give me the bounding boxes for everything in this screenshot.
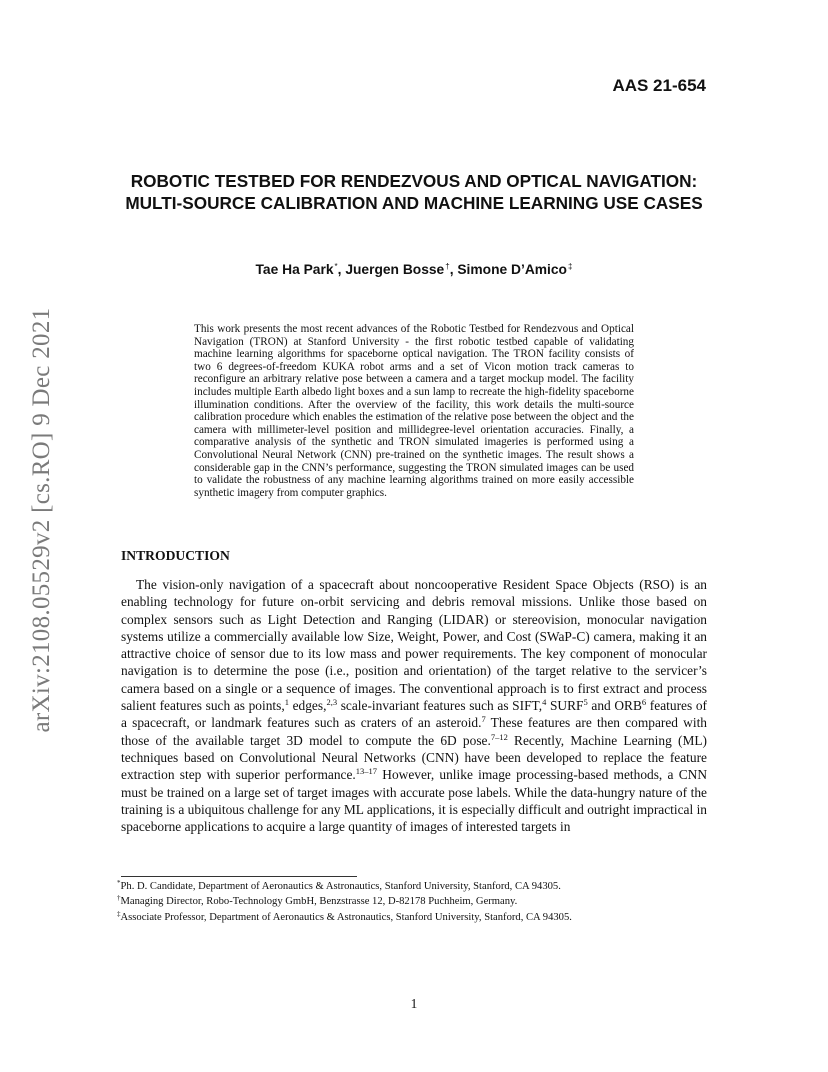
page-number: 1 [410, 996, 418, 1011]
citation-ref: 4 [542, 697, 547, 708]
author-separator: , [337, 262, 346, 277]
citation-ref: 6 [641, 697, 647, 708]
citation-ref: 1 [284, 697, 289, 708]
footnote-3 [117, 910, 717, 925]
author-name: Juergen Bosse [345, 262, 445, 277]
paragraph-text: Recently, Machine Learning (ML) techniques based on Convolutional Neural Networks (CNN) have been developed to replace the feature extraction step with superior performance. [121, 732, 707, 783]
footnote-text: Managing Director, Robo-Technology GmbH, Benzstrasse 12, D-82178 Puchheim, Germany. [120, 896, 518, 908]
paragraph-text: edges, [288, 698, 327, 714]
footnote-text: Associate Professor, Department of Aeronautics & Astronautics, Stanford University, Stanford, CA 94305. [120, 911, 572, 923]
report-number: AAS 21-654 [612, 76, 706, 95]
citation-ref: 13–17 [355, 766, 378, 777]
author-affiliation-mark: † [445, 262, 450, 271]
footnote-mark: * [117, 879, 121, 887]
citation-ref: 7–12 [490, 731, 508, 742]
citation-ref: 5 [583, 697, 588, 708]
author-separator: , [449, 262, 458, 277]
paragraph-text: scale-invariant features such as SIFT, [337, 698, 543, 714]
footnote-1 [117, 879, 717, 894]
footnote-mark: † [117, 894, 121, 903]
paragraph-text: SURF [546, 698, 584, 714]
author-list [120, 262, 708, 277]
author-name: Simone D’Amico [457, 262, 567, 277]
abstract: This work presents the most recent advances of the Robotic Testbed for Rendezvous and Optical Navigation (TRON) at Stanford University - the first robotic testbed capable of validating machine learning algorithms for spaceborne optical navigation. The TRON facility consists of two 6 degrees-of-freedom KUKA robot arms and a set of Vicon motion track cameras to reconfigure an arbitrary relative pose between a camera and a target mockup model. The facility includes multiple Earth albedo light boxes and a sun lamp to recreate the high-fidelity spaceborne illumination conditions. After the overview of the facility, this work details the multi-source calibration procedure which enables the estimation of the relative pose between the object and the camera with millimeter-level position and millidegree-level orientation accuracies. Finally, a comparative analysis of the synthetic and TRON simulated imageries is performed using a Convolutional Neural Network (CNN) pre-trained on the synthetic images. The result shows a considerable gap in the CNN’s performance, suggesting the TRON simulated images can be used to validate the robustness of any machine learning algorithms trained on more easily accessible synthetic imagery from computer graphics. [194, 323, 634, 499]
citation-ref: 7 [481, 714, 486, 725]
section-heading-introduction: INTRODUCTION [121, 548, 230, 563]
arxiv-identifier-stamp[interactable]: arXiv:2108.05529v2 [cs.RO] 9 Dec 2021 [28, 307, 55, 733]
author-name: Tae Ha Park [255, 262, 334, 277]
citation-ref: 2,3 [326, 697, 338, 708]
paragraph-text: These features are then compared with those of the available target 3D model to compute the 6D pose. [121, 715, 707, 748]
paragraph-text: and ORB [587, 698, 642, 714]
paragraph-text: The vision-only navigation of a spacecraft about noncooperative Resident Space Objects (RSO) is an enabling technology for future on-orbit servicing and debris removal missions. Unlike those based on complex sensors such as Light Detection and Ranging (LIDAR) or stereovision, monocular navigation systems utilize a commercially available low Size, Weight, Power, and Cost (SWaP-C) camera, making it an attractive choice of sensor due to its low mass and power requirements. The key component of monocular navigation is to determine the pose (i.e., position and orientation) of the target relative to the servicer’s camera based on a single or a sequence of images. The conventional approach is to first extract and process salient features such as points, [121, 577, 707, 714]
author-1 [256, 262, 346, 277]
footnote-mark: ‡ [117, 909, 121, 918]
footnote-2 [117, 894, 717, 909]
introduction-paragraph [121, 576, 707, 835]
paper-title: ROBOTIC TESTBED FOR RENDEZVOUS AND OPTICAL NAVIGATION: MULTI-SOURCE CALIBRATION AND MACHINE LEARNING USE CASES [125, 171, 703, 213]
paragraph-text: However, unlike image processing-based methods, a CNN must be trained on a large set of target images with accurate pose labels. While the data-hungry nature of the training is a ubiquitous challenge for any ML applications, it is especially difficult and outright impractical in spaceborne applications to acquire a large quantity of images of interested targets in [121, 767, 707, 835]
author-affiliation-mark: * [334, 262, 338, 271]
author-2 [345, 262, 457, 277]
footnote-text: Ph. D. Candidate, Department of Aeronautics & Astronautics, Stanford University, Stanford, CA 94305. [120, 881, 561, 892]
paragraph-text: features of a spacecraft, or landmark features such as craters of an asteroid. [121, 698, 707, 731]
footnotes [117, 879, 717, 925]
author-affiliation-mark: ‡ [568, 262, 573, 271]
footnote-divider [121, 876, 357, 877]
author-3 [457, 262, 572, 277]
